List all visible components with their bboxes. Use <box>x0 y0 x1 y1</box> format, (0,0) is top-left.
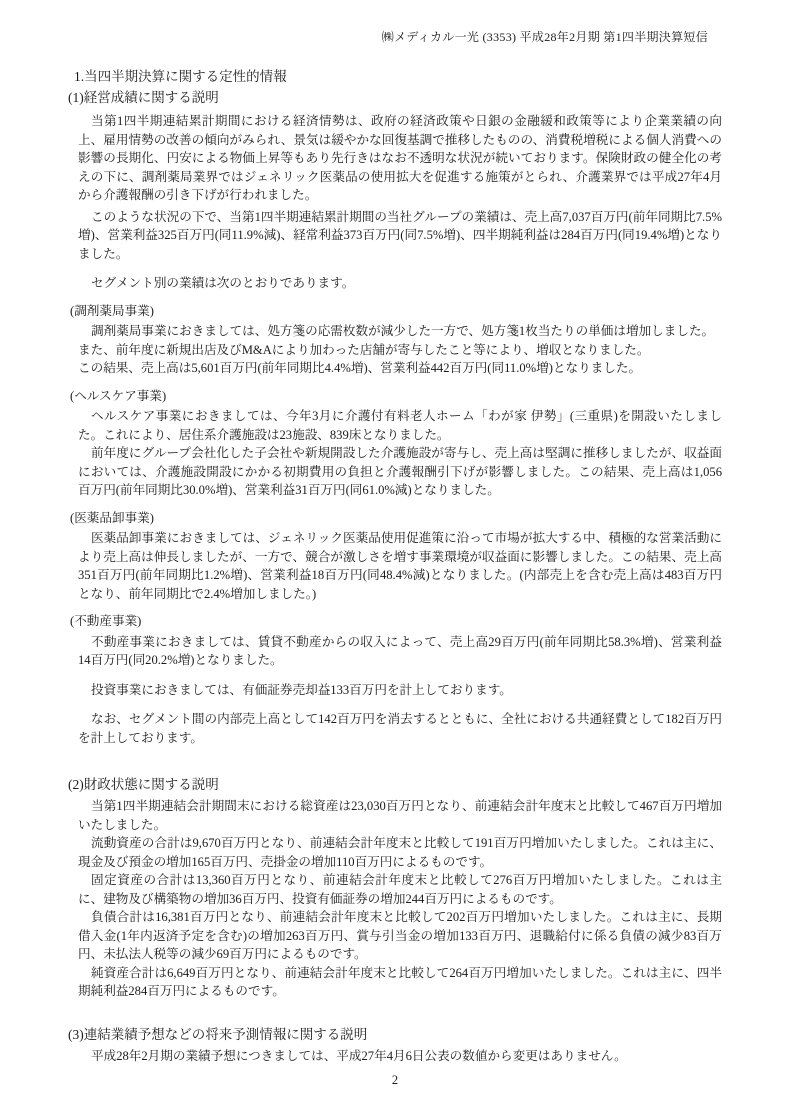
forecast-paragraph: 平成28年2月期の業績予想につきましては、平成27年4月6日公表の数値から変更はありません。 <box>91 1048 627 1063</box>
segment-intro-paragraph: セグメント別の業績は次のとおりであります。 <box>91 276 355 290</box>
investment-business-paragraph: 投資事業におきましては、有価証券売却益133百万円を計上しております。 <box>91 682 512 697</box>
segment-healthcare-paragraph-1: ヘルスケア事業におきましては、今年3月に介護付有料老人ホーム「わが家 伊勢」(三重県)を開設いたしました。これにより、居住系介護施設は23施設、839床となりました。 <box>78 409 722 442</box>
segment-healthcare-paragraph-2: 前年度にグループ会社化した子会社や新規開設した介護施設が寄与し、売上高は堅調に推移しましたが、収益面においては、介護施設開設にかかる初期費用の負担と介護報酬引下げが影響しました。この結果、売上高は1,056百万円(前年同期比30.0%増)、営業利益31百万円(同61.0%減)となりました。 <box>78 446 722 497</box>
segment-wholesale-heading: (医薬品卸事業) <box>70 510 154 525</box>
segment-realestate <box>68 612 722 670</box>
segment-pharmacy-heading: (調剤薬局事業) <box>70 303 154 318</box>
segment-realestate-paragraph-1: 不動産事業におきましては、賃貸不動産からの収入によって、売上高29百万円(前年同期比58.3%増)、営業利益14百万円(同20.2%増)となりました。 <box>78 634 722 667</box>
segment-wholesale-paragraph-1: 医薬品卸事業におきましては、ジェネリック医薬品使用促進策に沿って市場が拡大する中、積極的な営業活動により売上高は伸長しましたが、一方で、競合が激しさを増す事業環境が収益面に影響しました。この結果、売上高351百万円(前年同期比1.2%増)、営業利益18百万円(同48.4%減)となりました。(内部売上を含む売上高は483百万円となり、前年同期比で2.4%増加しました。) <box>78 531 722 601</box>
segment-realestate-heading: (不動産事業) <box>70 614 142 628</box>
segment-pharmacy-paragraph-2: また、前年度に新規出店及びM&Aにより加わった店舗が寄与したこと等により、増収となりました。 <box>78 342 650 357</box>
segment-pharmacy-paragraph-1: 調剤薬局事業におきましては、処方箋の応需枚数が減少した一方で、処方箋1枚当たりの単価は増加しました。 <box>91 324 715 338</box>
segment-pharmacy-paragraph-3: この結果、売上高は5,601百万円(前年同期比4.4%増)、営業利益442百万円(同11.0%増)となりました。 <box>78 361 642 375</box>
total-assets-paragraph: 当第1四半期連結会計期間末における総資産は23,030百万円となり、前連結会計年度末と比較して467百万円増加いたしました。 <box>78 799 722 832</box>
segment-healthcare <box>68 387 722 500</box>
subsection-2-heading: (2)財政状態に関する説明 <box>68 777 219 792</box>
section-1-title: 1.当四半期決算に関する定性的情報 <box>74 69 287 84</box>
subsection-1-heading: (1)経営成績に関する説明 <box>68 90 219 105</box>
liabilities-paragraph: 負債合計は16,381百万円となり、前連結会計年度末と比較して202百万円増加いたしました。これは主に、長期借入金(1年内返済予定を含む)の増加263百万円、賞与引当金の増加133百万円、退職給付に係る負債の減少83百万円、未払法人税等の減少69百万円によるものです。 <box>78 910 722 961</box>
economy-overview-paragraph: 当第1四半期連結累計期間における経済情勢は、政府の経済政策や日銀の金融緩和政策等により企業業績の向上、雇用情勢の改善の傾向がみられ、景気は緩やかな回復基調で推移したものの、消費税増税による個人消費への影響の長期化、円安による物価上昇等もあり先行きはなお不透明な状況が続いております。保険財政の健全化の考えの下に、調剤薬局業界ではジェネリック医薬品の使用拡大を促進する施策がとられ、介護業界では平成27年4月から介護報酬の引き下げが行われました。 <box>78 114 722 202</box>
fixed-assets-paragraph: 固定資産の合計は13,360百万円となり、前連結会計年度末と比較して276百万円増加いたしました。これは主に、建物及び構築物の増加36百万円、投資有価証券の増加244百万円によるものです。 <box>78 873 722 906</box>
subsection-3-heading: (3)連結業績予想などの将来予測情報に関する説明 <box>68 1026 368 1042</box>
segment-healthcare-heading: (ヘルスケア事業) <box>70 388 167 403</box>
document-header: ㈱メディカル一光 (3353) 平成28年2月期 第1四半期決算短信 <box>381 30 708 44</box>
current-assets-paragraph: 流動資産の合計は9,670百万円となり、前連結会計年度末と比較して191百万円増加いたしました。これは主に、現金及び預金の増加165百万円、売掛金の増加110百万円によるものです。 <box>78 836 722 869</box>
group-results-paragraph: このような状況の下で、当第1四半期連結累計期間の当社グループの業績は、売上高7,037百万円(前年同期比7.5%増)、営業利益325百万円(同11.9%減)、経常利益373百万円(同7.5%増)、四半期純利益は284百万円(同19.4%増)となりました。 <box>78 209 722 261</box>
intersegment-elimination-paragraph: なお、セグメント間の内部売上高として142百万円を消去するとともに、全社における共通経費として182百万円を計上しております。 <box>78 712 722 745</box>
page-number: 2 <box>391 1073 399 1087</box>
segment-wholesale <box>68 509 722 604</box>
segment-pharmacy <box>68 302 722 378</box>
net-assets-paragraph: 純資産合計は6,649百万円となり、前連結会計年度末と比較して264百万円増加いたしました。これは主に、四半期純利益284百万円によるものです。 <box>78 965 722 998</box>
